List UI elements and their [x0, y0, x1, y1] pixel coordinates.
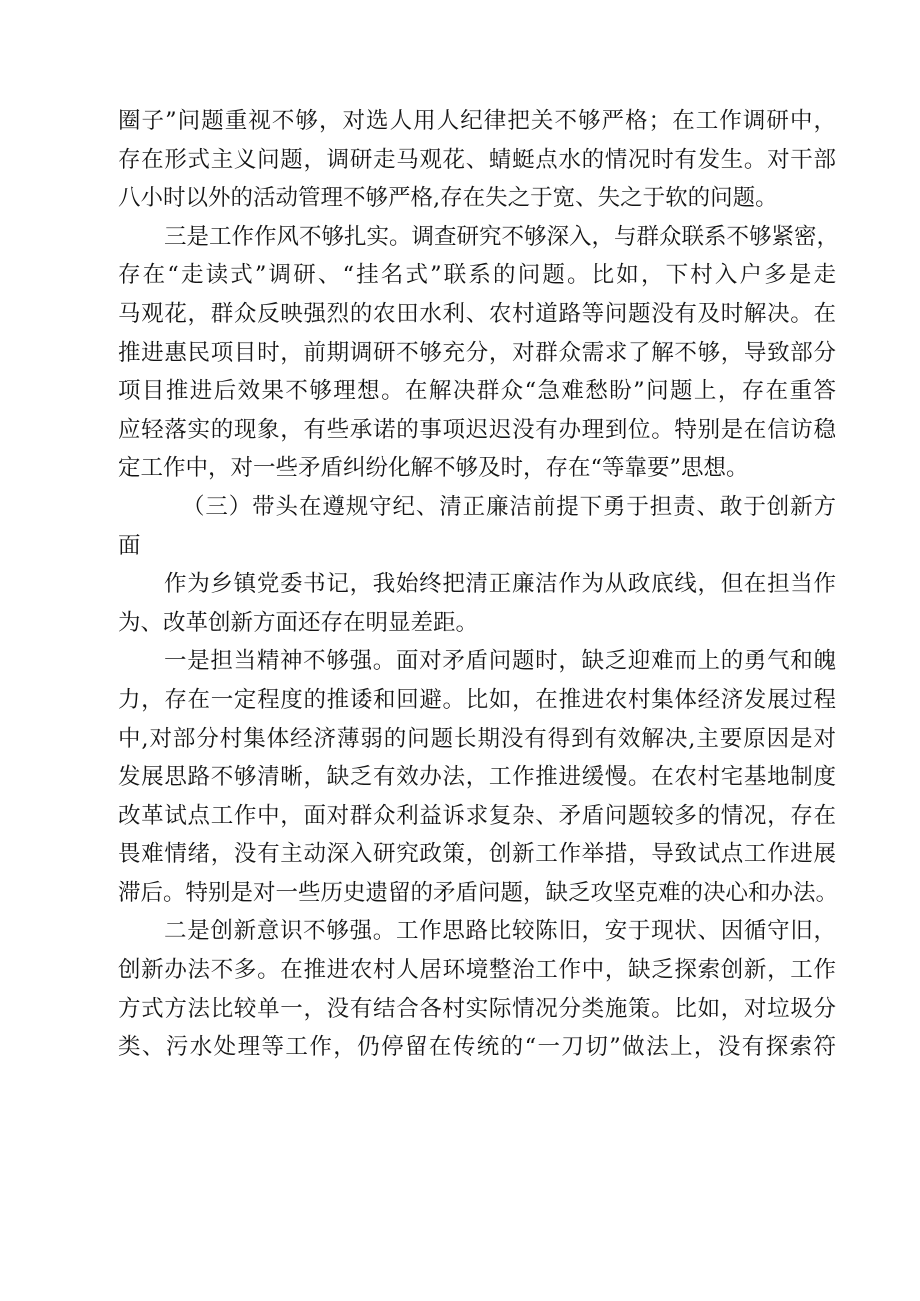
document-body — [118, 102, 840, 1067]
text-line: 八小时以外的活动管理不够严格,存在失之于宽、失之于软的问题。 — [118, 185, 778, 212]
text-line: 作为乡镇党委书记，我始终把清正廉洁作为从政底线，但在担当作 — [164, 571, 836, 598]
text-line: 发展思路不够清晰，缺乏有效办法，工作推进缓慢。在农村宅基地制度 — [118, 764, 836, 791]
text-line: 存在“走读式”调研、“挂名式”联系的问题。比如，下村入户多是走 — [118, 262, 836, 289]
text-line: 应轻落实的现象，有些承诺的事项迟迟没有办理到位。特别是在信访稳 — [118, 416, 836, 443]
text-line: 二是创新意识不够强。工作思路比较陈旧，安于现状、因循守旧， — [164, 918, 836, 945]
text-line: 定工作中，对一些矛盾纠纷化解不够及时，存在“等靠要”思想。 — [118, 455, 749, 482]
text-line: 力，存在一定程度的推诿和回避。比如，在推进农村集体经济发展过程 — [118, 686, 836, 713]
text-line: 一是担当精神不够强。面对矛盾问题时，缺乏迎难而上的勇气和魄 — [164, 648, 836, 675]
text-line: 为、改革创新方面还存在明显差距。 — [118, 609, 479, 636]
text-line: 项目推进后效果不够理想。在解决群众“急难愁盼”问题上，存在重答 — [118, 378, 836, 405]
text-line: 存在形式主义问题，调研走马观花、蜻蜓点水的情况时有发生。对干部 — [118, 146, 836, 173]
text-line: 马观花，群众反映强烈的农田水利、农村道路等问题没有及时解决。在 — [118, 300, 836, 327]
text-line: 类、污水处理等工作，仍停留在传统的“一刀切”做法上，没有探索符 — [118, 1034, 836, 1061]
text-line: 圈子”问题重视不够，对选人用人纪律把关不够严格；在工作调研中， — [118, 108, 836, 134]
text-line: 三是工作作风不够扎实。调查研究不够深入，与群众联系不够紧密， — [164, 223, 840, 250]
text-line: 创新办法不多。在推进农村人居环境整治工作中，缺乏探索创新，工作 — [118, 957, 836, 984]
text-line: 方式方法比较单一，没有结合各村实际情况分类施策。比如，对垃圾分 — [118, 995, 836, 1022]
text-line: 改革试点工作中，面对群众利益诉求复杂、矛盾问题较多的情况，存在 — [118, 802, 836, 829]
text-line: 滞后。特别是对一些历史遗留的矛盾问题，缺乏攻坚克难的决心和办法。 — [118, 879, 839, 906]
text-line: 中,对部分村集体经济薄弱的问题长期没有得到有效解决,主要原因是对 — [118, 725, 836, 752]
text-line: 推进惠民项目时，前期调研不够充分，对群众需求了解不够，导致部分 — [118, 339, 836, 366]
section-heading: （三）带头在遵规守纪、清正廉洁前提下勇于担责、敢于创新方 — [182, 493, 836, 520]
text-line: 畏难情绪，没有主动深入研究政策，创新工作举措，导致试点工作进展 — [118, 841, 836, 868]
section-heading: 面 — [118, 532, 141, 559]
